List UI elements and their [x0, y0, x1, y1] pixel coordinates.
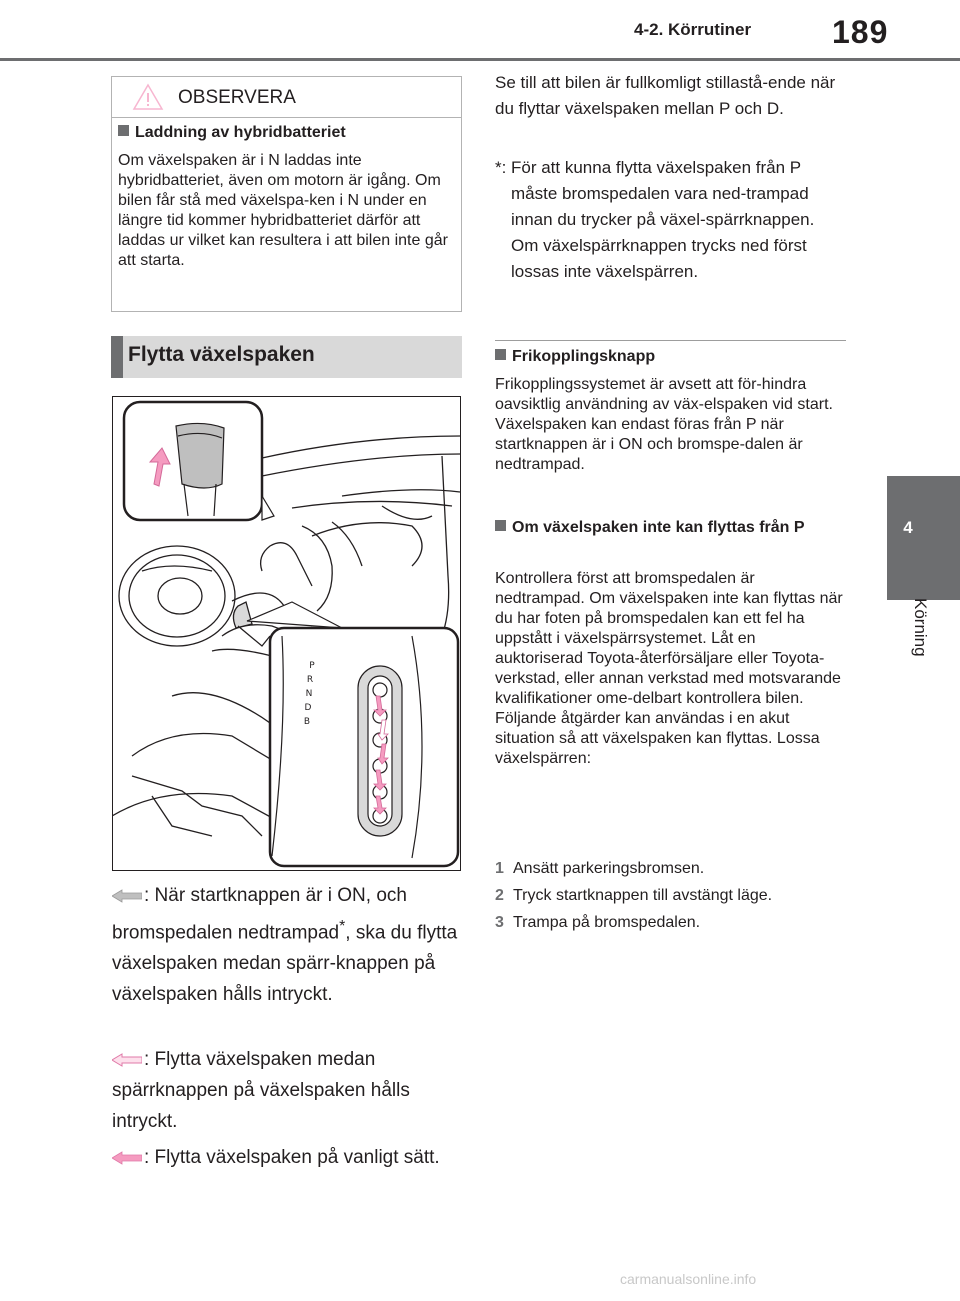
step-2-text: Tryck startknappen till avstängt läge.	[513, 887, 773, 904]
footnote-text: För att kunna flytta växelspaken från P måste bromspedalen vara ned-trampad innan du trycker på växel-spärrknappen. Om växelspärrknappen trycks ned först lossas inte växelspärren.	[511, 158, 815, 281]
shift-lever-illustration	[112, 396, 461, 871]
section-heading-bar	[111, 336, 123, 378]
gear-letter-b: B	[303, 717, 311, 727]
step-2-number: 2	[495, 887, 504, 904]
header-rule	[0, 58, 960, 61]
footnote-mark: *:	[495, 158, 507, 177]
divider	[495, 340, 846, 341]
arrow-brake-icon	[112, 889, 142, 903]
square-bullet-icon	[495, 349, 506, 360]
step-2	[495, 886, 847, 906]
subheading-release	[495, 347, 847, 367]
section-heading	[111, 336, 462, 378]
chapter-label: Körning	[911, 598, 930, 657]
section-title: Flytta växelspaken	[128, 343, 315, 366]
gear-letter-n: N	[305, 689, 313, 699]
step-1-text: Ansätt parkeringsbromsen.	[513, 860, 705, 877]
legend-item-2	[112, 1044, 464, 1137]
step-3-text: Trampa på bromspedalen.	[513, 914, 701, 931]
subheading-stuck	[495, 518, 847, 538]
caution-box	[111, 76, 462, 312]
page-number: 189	[832, 14, 889, 50]
step-1-number: 1	[495, 860, 504, 877]
section-header: 4-2. Körrutiner	[634, 20, 752, 39]
gear-letter-r: R	[306, 675, 314, 685]
gear-letter-d: D	[304, 703, 312, 713]
chapter-tab	[887, 476, 960, 600]
caution-subheading	[118, 124, 346, 142]
legend-1-a: : När startknappen är i ON, och bromspedalen nedtrampad	[112, 885, 407, 944]
legend-1-b: , ska du flytta växelspaken medan spärr-knappen på växelspaken hålls intryckt.	[112, 922, 458, 1006]
legend-item-1	[112, 880, 464, 1010]
release-body: Frikopplingssystemet är avsett att för-hindra oavsiktlig användning av väx-elspaken vid start. Växelspaken kan endast föras från P när startknappen är i ON och bromspe-dalen är nedtrampad.	[495, 376, 833, 473]
shift-lever-closeup-top	[124, 402, 274, 520]
legend-1-star: *	[339, 918, 346, 935]
caution-subheading-text: Laddning av hybridbatteriet	[135, 124, 346, 141]
subheading-release-text: Frikopplingsknapp	[512, 348, 656, 365]
chapter-number: 4	[903, 518, 913, 537]
warning-triangle-icon	[132, 83, 164, 111]
step-3-number: 3	[495, 914, 504, 931]
subheading-stuck-text: Om växelspaken inte kan flyttas från P	[512, 519, 805, 536]
stuck-body: Kontrollera först att bromspedalen är nedtrampad. Om växelspaken inte kan flyttas när du har foten på bromspedalen kan ett fel ha uppstått i växelspärrsystemet. Låt en auktoriserad Toyota-återförsäljare eller Toyota-verkstad, eller annan verkstad med motsvarande kvalifikationer ome-delbart kontrollera bilen. Följande åtgärder kan användas i en akut situation så att växelspaken kan flyttas. Lossa växelspärren:	[495, 570, 843, 767]
caution-body: Om växelspaken är i N laddas inte hybridbatteriet, även om motorn är igång. Om bilen får stå med växelspa-ken i N under en längre tid kommer hybridbatteriet därför att laddas ur vilket kan resultera i att bilen inte går att starta.	[118, 152, 448, 269]
legend-3-text: : Flytta växelspaken på vanligt sätt.	[144, 1147, 440, 1168]
gear-letter-p: P	[309, 661, 315, 671]
square-bullet-icon	[118, 125, 129, 136]
legend-2-text: : Flytta växelspaken medan spärrknappen på växelspaken hålls intryckt.	[112, 1049, 410, 1132]
legend-item-3	[112, 1142, 464, 1173]
arrow-pink-outline-icon	[112, 1053, 142, 1067]
shift-gate-closeup	[247, 602, 458, 866]
arrow-pink-icon	[112, 1151, 142, 1165]
square-bullet-icon	[495, 520, 506, 531]
caution-title: OBSERVERA	[178, 87, 296, 108]
intro-text: Se till att bilen är fullkomligt stillastå-ende när du flyttar växelspaken mellan P och D.	[495, 73, 836, 118]
caution-header	[112, 77, 461, 118]
watermark: carmanualsonline.info	[620, 1271, 757, 1287]
step-1	[495, 859, 847, 879]
step-3	[495, 913, 847, 933]
